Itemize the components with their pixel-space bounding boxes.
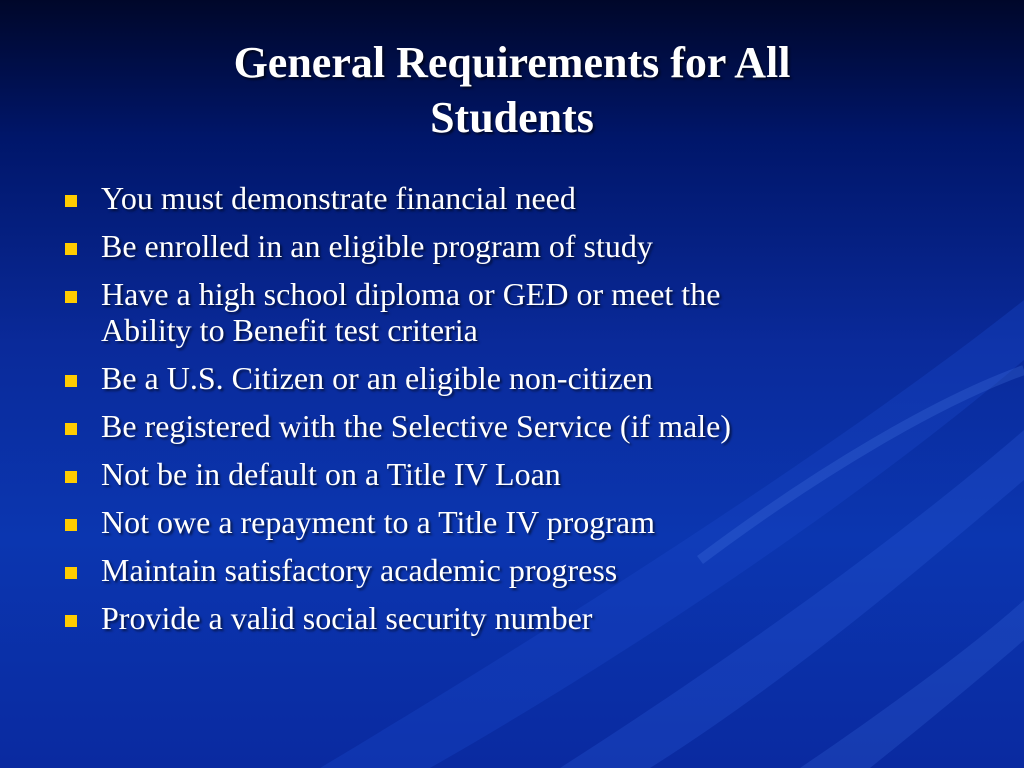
bullet-text: Be registered with the Selective Service (if male) <box>101 408 731 444</box>
bullet-text: Not owe a repayment to a Title IV program <box>101 504 655 540</box>
bullet-item <box>62 408 962 444</box>
square-bullet-icon <box>65 291 77 303</box>
title-line-1: General Requirements for All <box>233 38 791 87</box>
square-bullet-icon <box>65 195 77 207</box>
bullet-item <box>62 276 962 348</box>
bullet-item <box>62 228 962 264</box>
bullet-item <box>62 180 962 216</box>
square-bullet-icon <box>65 615 77 627</box>
bullet-item <box>62 552 962 588</box>
slide-title <box>0 35 1024 145</box>
bullet-item <box>62 456 962 492</box>
bullet-text: Be a U.S. Citizen or an eligible non-citizen <box>101 360 653 396</box>
title-line-2: Students <box>430 93 594 142</box>
bullet-list <box>62 180 962 648</box>
bullet-text: Provide a valid social security number <box>101 600 593 636</box>
bullet-item <box>62 360 962 396</box>
square-bullet-icon <box>65 567 77 579</box>
bullet-item <box>62 504 962 540</box>
bullet-text: You must demonstrate financial need <box>101 180 576 216</box>
square-bullet-icon <box>65 243 77 255</box>
bullet-text: Not be in default on a Title IV Loan <box>101 456 561 492</box>
bullet-item <box>62 600 962 636</box>
bullet-text-line-2: Ability to Benefit test criteria <box>101 312 478 348</box>
bullet-text: Be enrolled in an eligible program of study <box>101 228 653 264</box>
bullet-text-line-1: Have a high school diploma or GED or meet the <box>101 276 721 312</box>
square-bullet-icon <box>65 423 77 435</box>
bullet-text: Maintain satisfactory academic progress <box>101 552 618 588</box>
square-bullet-icon <box>65 471 77 483</box>
square-bullet-icon <box>65 375 77 387</box>
square-bullet-icon <box>65 519 77 531</box>
